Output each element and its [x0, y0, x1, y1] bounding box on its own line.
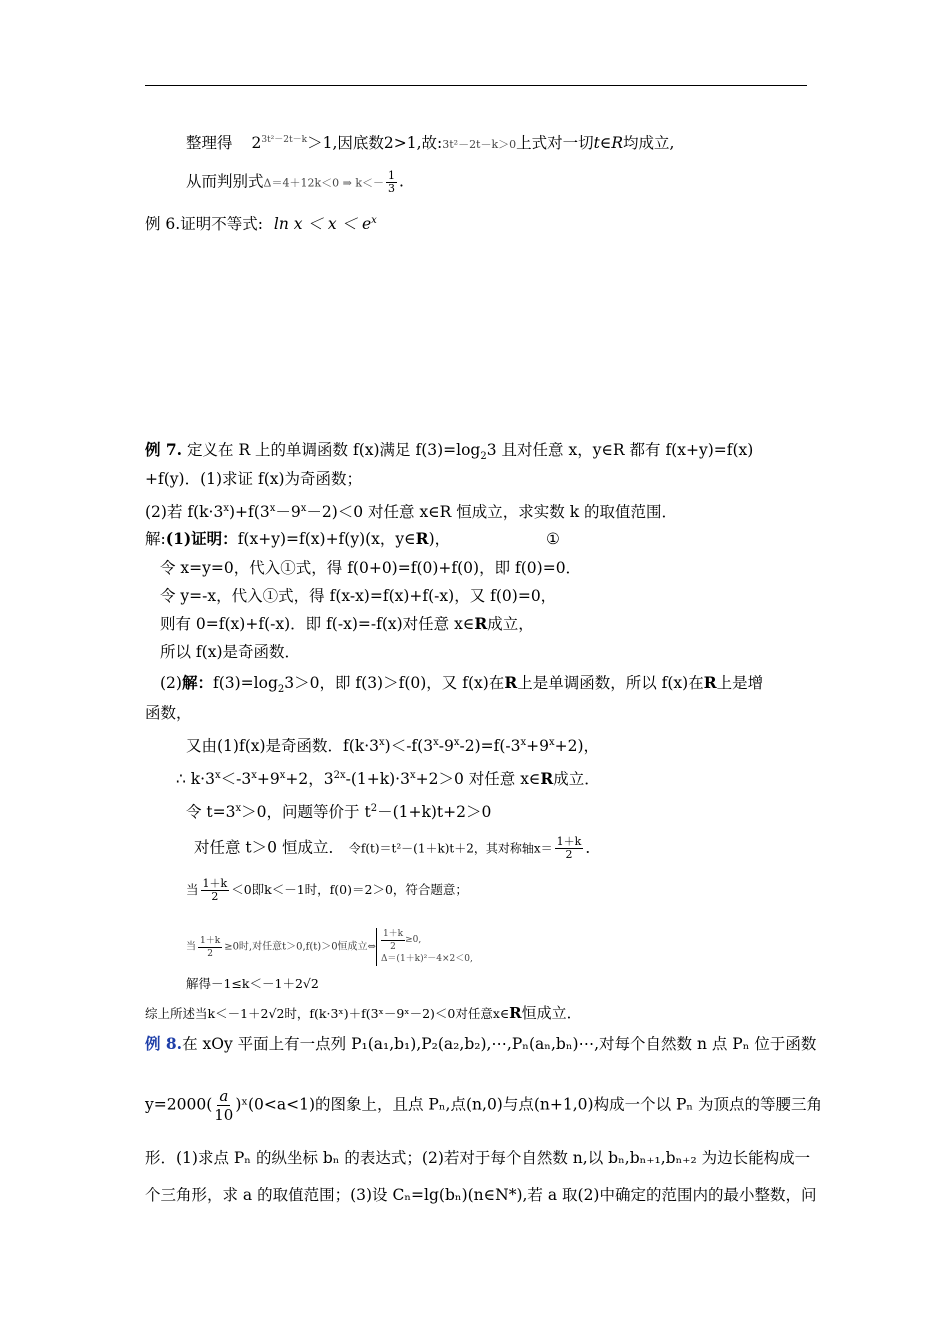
text: －9: [275, 503, 301, 522]
text: 上是单调函数，所以 f(x)在: [517, 674, 704, 692]
numerator: 1＋k: [202, 877, 228, 890]
denominator: 2: [207, 948, 213, 959]
superscript: x: [214, 770, 221, 781]
text: 综上所述当k＜－1＋2√2时，f(k·3ˣ)＋f(3ˣ－9ˣ－2)＜0对任意x∈: [145, 1006, 510, 1021]
superscript: x: [453, 737, 460, 748]
numerator: 1＋k: [382, 929, 404, 939]
text: 令 t=3: [186, 803, 236, 822]
solution-part-2-line-2: 函数，: [145, 704, 192, 722]
example-8-line-2: [145, 1087, 822, 1124]
solution-part-2-line-6: [194, 836, 601, 861]
text: +9: [256, 770, 280, 789]
text: 上是增: [716, 674, 764, 692]
numerator: 1＋k: [200, 935, 221, 946]
superscript: x: [371, 215, 377, 226]
text: 上式对一切: [516, 134, 594, 153]
numerator: 1: [388, 169, 395, 182]
solution-line-4: [160, 614, 534, 634]
text: 解：: [181, 673, 213, 692]
text: 对任意 t＞0 恒成立．: [194, 838, 344, 857]
subscript: 2: [277, 684, 285, 696]
text: R: [540, 769, 554, 789]
superscript: x: [251, 770, 257, 781]
text: 从而判别式: [186, 172, 264, 191]
superscript: x: [269, 503, 276, 514]
text: 成立，: [487, 615, 534, 633]
text: ≥0时,对任意t＞0,f(t)＞0恒成立⇔: [224, 941, 376, 953]
text: ＞1,因底数2>1,故:: [307, 134, 443, 153]
text: ＜-3: [220, 770, 252, 789]
text: 解:: [145, 530, 166, 548]
solution-part-2-line-1: [160, 673, 763, 700]
text: +9: [526, 737, 549, 756]
math: t∈R: [593, 134, 624, 153]
fraction: [198, 935, 222, 960]
superscript: x: [409, 770, 416, 781]
text: ＞0，问题等价于 t: [241, 803, 371, 822]
text: )ˣ(0<a<1)的图象上，且点 Pₙ,点(n,0)与点(n+1,0)构成一个以 Pₙ 为顶点的等腰三角: [235, 1095, 823, 1114]
superscript: x: [520, 737, 527, 748]
example-label: 例 6.证明不等式:: [145, 215, 263, 234]
text: -2)=f(-3: [459, 737, 521, 756]
text: 整理得: [186, 134, 233, 153]
example-label: 例 8.: [145, 1034, 183, 1053]
text: +2＞0 对任意 x∈: [415, 770, 541, 789]
fraction: [386, 170, 397, 195]
text: 成立．: [553, 770, 600, 789]
text: 恒成立．: [521, 1004, 582, 1022]
text: R: [415, 529, 429, 548]
superscript: x: [235, 803, 242, 814]
header-rule: [145, 85, 807, 86]
text: R: [509, 1004, 522, 1022]
text: 当: [186, 882, 199, 897]
text: -9: [438, 737, 454, 756]
solution-line-3: 令 y=-x，代入①式，得 f(x-x)=f(x)+f(-x)，又 f(0)=0，: [160, 587, 557, 605]
math: 3t²－2t－k＞0: [442, 138, 517, 152]
text: 3 且对任意 x，y∈R 都有 f(x+y)=f(x): [486, 441, 754, 459]
text: +f(y)．(1)求证 f(x)为奇函数；: [145, 470, 363, 488]
superscript: x: [379, 737, 385, 748]
math: 令f(t)＝t²－(1＋k)t＋2，其对称轴x＝: [348, 841, 553, 856]
example-7-line-3: [145, 499, 677, 522]
text: 在 xOy 平面上有一点列 P₁(a₁,b₁),P₂(a₂,b₂),⋯,Pₙ(aₙ,bₙ)⋯,对每个自然数 n 点 Pₙ 位于函数: [182, 1035, 817, 1053]
text: -(1+k)·3: [345, 770, 410, 789]
text: R: [703, 673, 717, 692]
text: f(x+y)=f(x)+f(y)(x，y∈: [237, 530, 416, 548]
fraction: [555, 836, 584, 861]
solution-part-2-line-4: [176, 766, 600, 789]
solution-line-2: 令 x=y=0，代入①式，得 f(0+0)=f(0)+f(0)，即 f(0)=0．: [160, 559, 582, 577]
text: 3＞0，即 f(3)＞f(0)，又 f(x)在: [284, 674, 505, 692]
text: .: [399, 172, 404, 191]
solution-part-2-conclusion: [145, 1003, 582, 1024]
line-2: [186, 170, 404, 195]
superscript: 2: [370, 803, 378, 814]
text: 当: [186, 941, 196, 953]
math: Δ＝4＋12k＜0 ⇒ k＜－: [263, 176, 384, 190]
text: ≥0,: [405, 935, 422, 945]
text: －2)＜0 对任意 x∈R 恒成立，求实数 k 的取值范围．: [306, 503, 678, 522]
line-1: [186, 130, 674, 155]
text: 又由(1)f(x)是奇函数．f(k·3: [186, 737, 379, 756]
text: )+f(3: [229, 503, 270, 522]
superscript: x: [549, 737, 555, 748]
text: +2)，: [554, 737, 600, 756]
text: ∴ k·3: [176, 770, 215, 789]
superscript: x: [433, 737, 439, 748]
denominator: 2: [211, 890, 219, 903]
text: f(3)=log: [212, 674, 278, 692]
text: R: [504, 673, 518, 692]
text: ＜0即k＜－1时，f(0)＝2＞0，符合题意；: [231, 882, 468, 897]
numerator: 1＋k: [556, 835, 582, 848]
math: ln x ＜ x ＜ e: [273, 215, 372, 234]
text: +2，3: [285, 770, 334, 789]
superscript: 3t²－2t－k: [261, 135, 308, 145]
denominator: 10: [214, 1106, 234, 1124]
condition-system: [376, 928, 473, 966]
text: 定义在 R 上的单调函数 f(x)满足 f(3)=log: [187, 441, 481, 459]
superscript: x: [223, 503, 229, 514]
example-8-line-4: 个三角形，求 a 的取值范围；(3)设 Cₙ=lg(bₙ)(n∈N*),若 a 取(2)中确定的范围内的最小整数，问: [145, 1186, 817, 1204]
fraction: [201, 878, 230, 903]
text: R: [474, 614, 488, 633]
text: Δ＝(1＋k)²－4×2＜0,: [380, 954, 473, 964]
text: )＜-f(3: [384, 737, 434, 756]
denominator: 2: [390, 942, 396, 952]
text: (2)若 f(k·3: [145, 503, 224, 522]
superscript: x: [279, 770, 286, 781]
solution-part-2-line-7: [186, 878, 468, 903]
example-8-line-3: 形．(1)求点 Pₙ 的纵坐标 bₙ 的表达式；(2)若对于每个自然数 n,以 bₙ,bₙ₊₁,bₙ₊₂ 为边长能构成一: [145, 1149, 811, 1167]
example-6: [145, 211, 377, 234]
solution-part-2-line-3: [186, 733, 599, 756]
solution-part-2-line-9: 解得－1≤k＜－1＋2√2: [186, 976, 319, 991]
example-label: 例 7.: [145, 440, 183, 459]
denominator: 3: [388, 182, 395, 195]
example-8-line-1: [145, 1034, 816, 1054]
text: y=2000(: [145, 1095, 213, 1114]
fraction: [214, 1087, 233, 1124]
text: 则有 0=f(x)+f(-x)．即 f(-x)=-f(x)对任意 x∈: [160, 615, 475, 633]
math: 2: [251, 134, 262, 153]
denominator: 2: [565, 848, 573, 861]
text: (2): [160, 674, 182, 692]
circled-one-mark: ①: [546, 530, 560, 548]
solution-part-2-line-8: [186, 928, 473, 966]
numerator: a: [219, 1087, 229, 1105]
solution-line-1: [145, 529, 450, 549]
text: －(1+k)t+2＞0: [377, 803, 492, 822]
text: ．: [585, 838, 601, 857]
solution-part-2-line-5: [186, 799, 491, 822]
subscript: 2: [480, 451, 487, 463]
solution-line-5: 所以 f(x)是奇函数．: [160, 643, 301, 661]
example-7-line-1: [145, 440, 753, 467]
text: (1)证明：: [165, 529, 238, 548]
text: )，: [428, 530, 451, 548]
superscript: 2x: [333, 770, 346, 781]
fraction: [381, 928, 405, 953]
text: 均成立,: [623, 134, 675, 153]
superscript: x: [300, 503, 307, 514]
example-7-line-2: [145, 469, 362, 489]
